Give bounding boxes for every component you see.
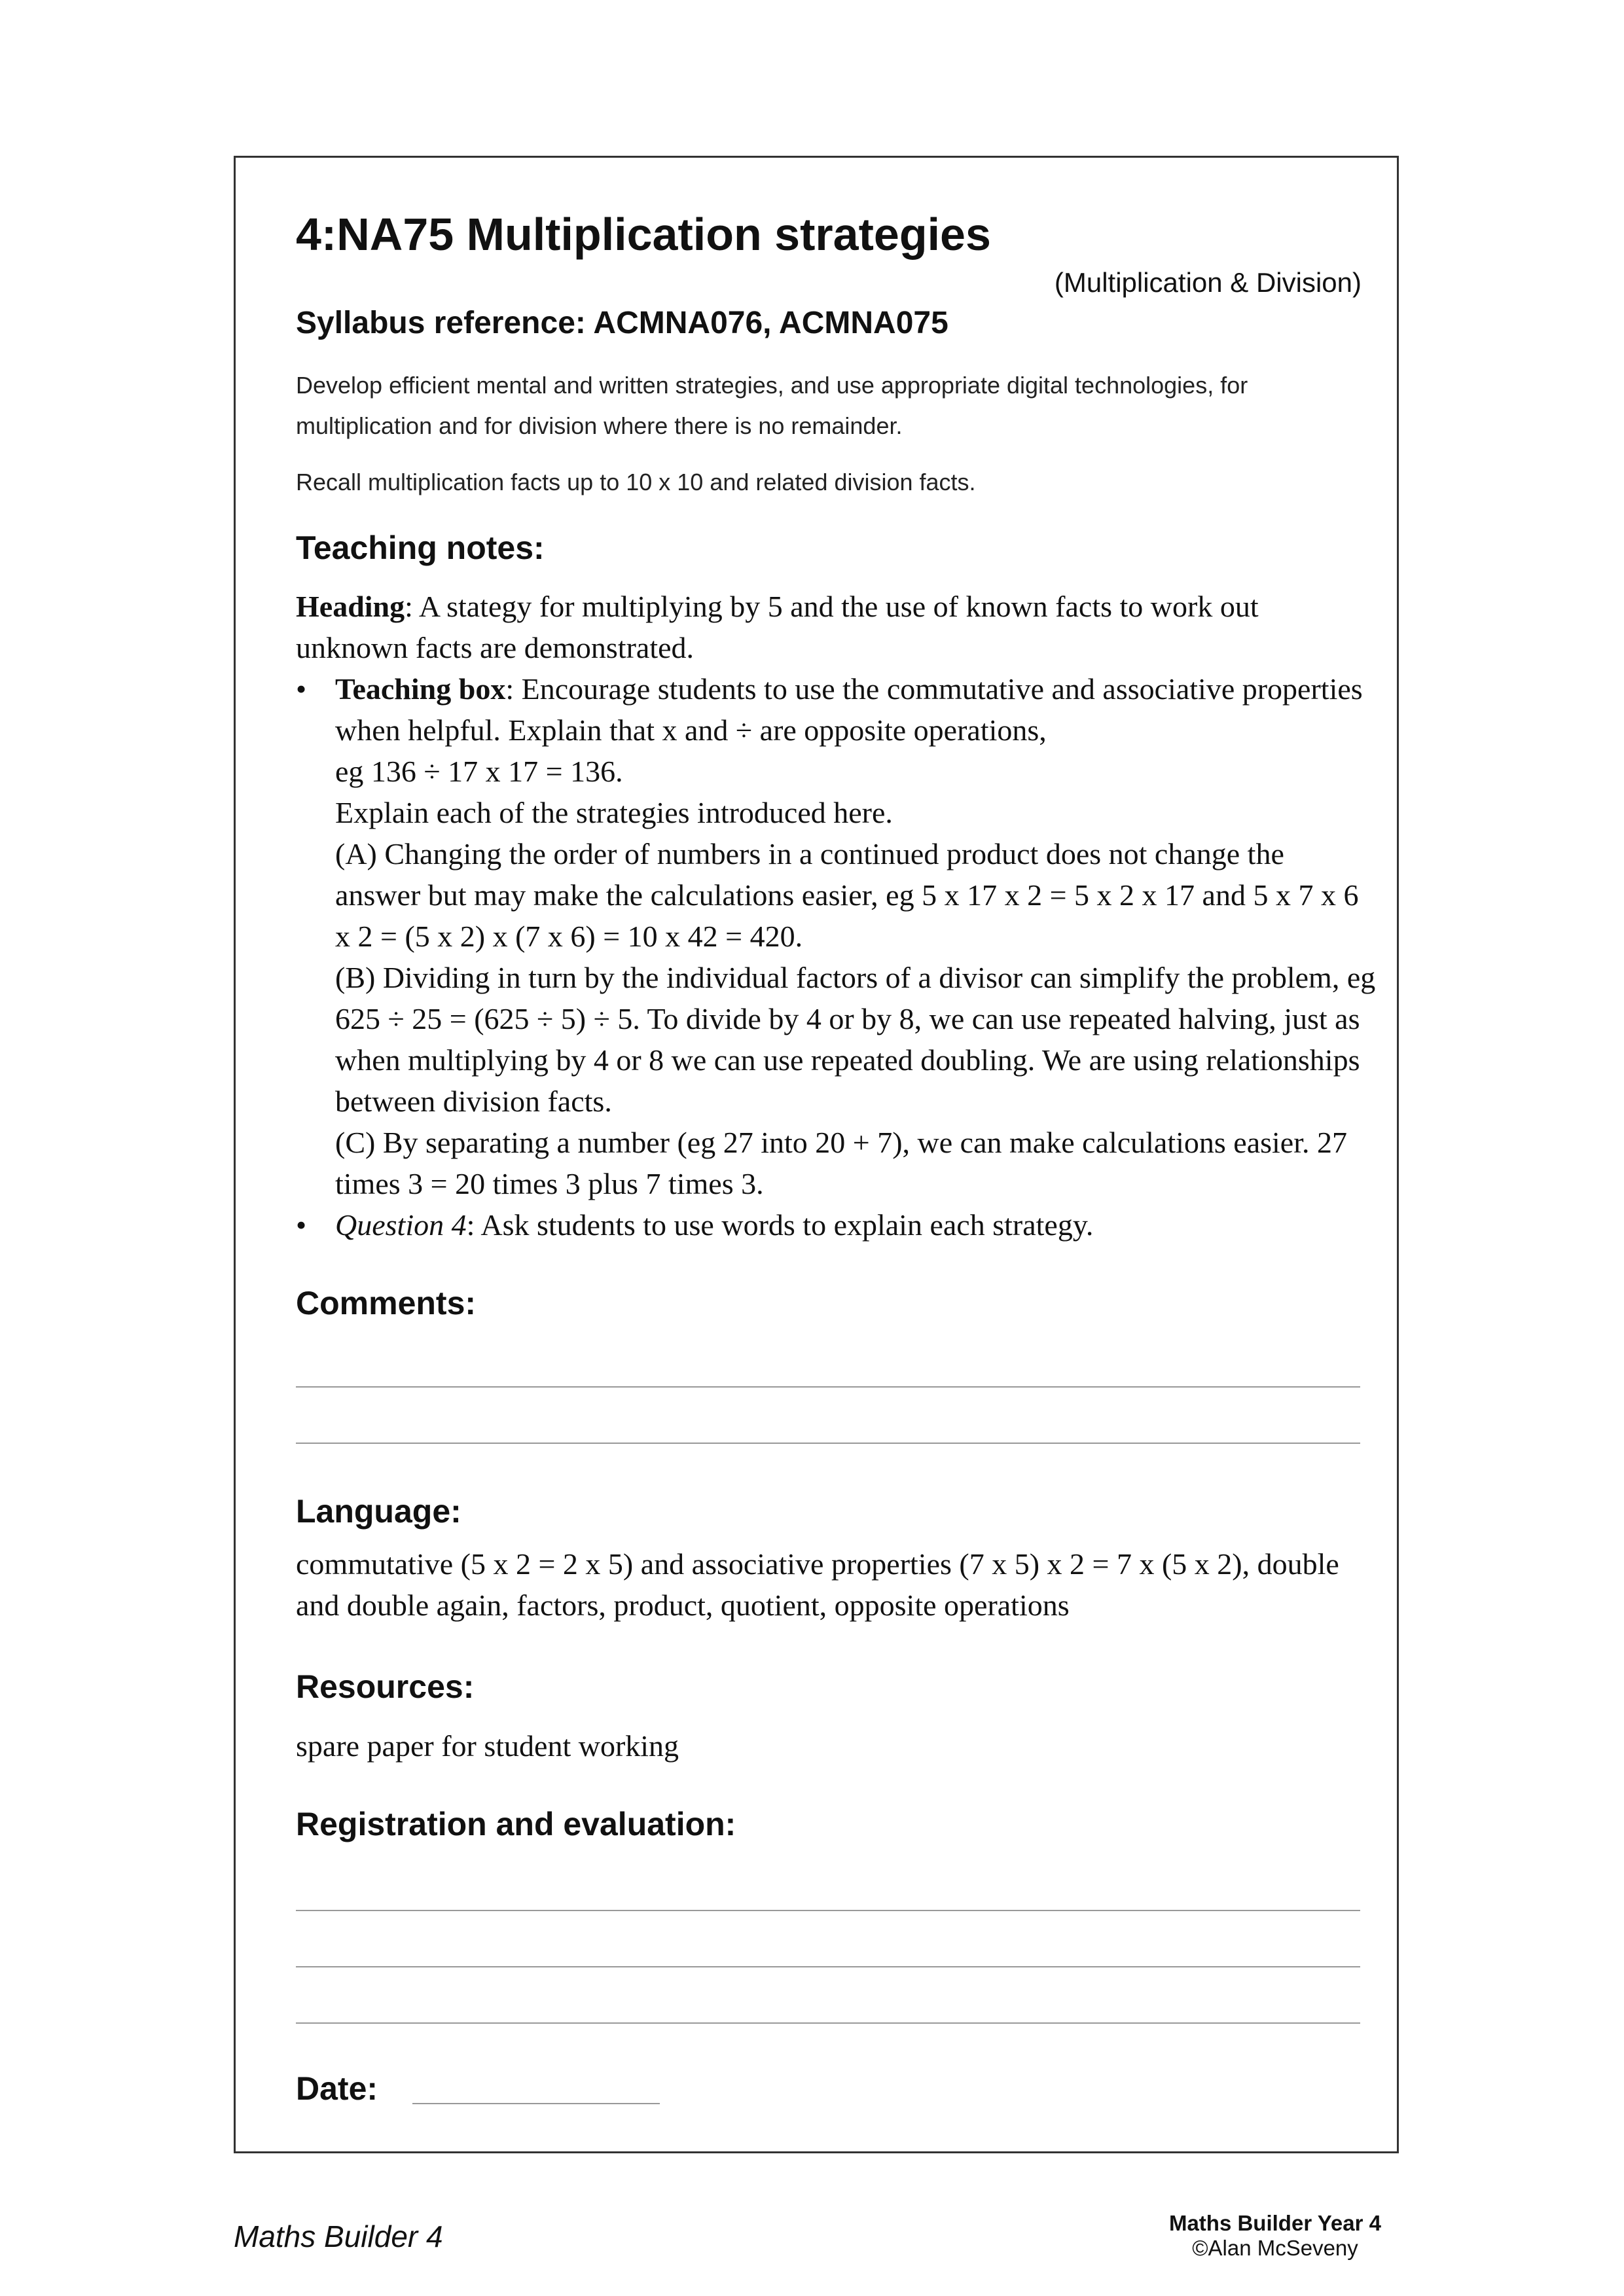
teaching-box-explain: Explain each of the strategies introduced here. xyxy=(335,796,893,829)
heading-note-text: : A stategy for multiplying by 5 and the use of known facts to work out unknown facts are demonstrated. xyxy=(296,590,1259,664)
strand-label: (Multiplication & Division) xyxy=(1054,267,1362,298)
strategy-b: (B) Dividing in turn by the individual factors of a divisor can simplify the problem, eg 625 ÷ 25 = (625 ÷ 5) ÷ 5. To divide by 4 or by 8, we can use repeated halving, just as when multiplying by 4 or 8 we can use repeated doubling. We are using relationships between division facts. xyxy=(335,961,1376,1118)
heading-note-label: Heading xyxy=(296,590,405,623)
language-text: commutative (5 x 2 = 2 x 5) and associative properties (7 x 5) x 2 = 7 x (5 x 2), double and double again, factors, product, quotient, opposite operations xyxy=(296,1547,1339,1622)
teaching-box-label: Teaching box xyxy=(335,672,506,706)
bullet: • xyxy=(296,672,307,706)
teaching-box-example: eg 136 ÷ 17 x 17 = 136. xyxy=(335,755,623,788)
bullet: • xyxy=(296,1208,307,1242)
footer-series: Maths Builder Year 4 xyxy=(1168,2211,1381,2235)
registration-line xyxy=(296,2022,1360,2024)
teaching-box-text: : Encourage students to use the commutative and associative properties when helpful. Explain that x and ÷ are opposite operations, xyxy=(335,672,1363,747)
date-line xyxy=(412,2103,660,2104)
teaching-notes-heading: Teaching notes: xyxy=(296,529,545,566)
outcome-recall: Recall multiplication facts up to 10 x 10 and related division facts. xyxy=(296,469,976,495)
teaching-box-note xyxy=(296,668,1376,1204)
syllabus-reference: Syllabus reference: ACMNA076, ACMNA075 xyxy=(296,306,948,340)
comments-line xyxy=(296,1443,1360,1444)
registration-line xyxy=(296,1966,1360,1967)
resources-text: spare paper for student working xyxy=(296,1729,679,1763)
comments-heading: Comments: xyxy=(296,1285,477,1321)
resources-heading: Resources: xyxy=(296,1668,475,1705)
question-4-note xyxy=(296,1204,1376,1246)
date-label: Date: xyxy=(296,2070,378,2107)
footer-copyright: ©Alan McSeveny xyxy=(1192,2236,1358,2260)
registration-heading: Registration and evaluation: xyxy=(296,1806,736,1842)
question-4-label: Question 4 xyxy=(335,1208,467,1242)
heading-note xyxy=(296,586,1376,668)
registration-line xyxy=(296,1910,1360,1911)
outcome-description: Develop efficient mental and written strategies, and use appropriate digital technologies, for multiplication and for division where there is no remainder. xyxy=(296,372,1248,439)
language-heading: Language: xyxy=(296,1493,461,1530)
teaching-notes-body xyxy=(296,586,1376,1246)
footer-credit xyxy=(1169,2211,1381,2261)
notes-list xyxy=(296,668,1376,1246)
strategy-a: (A) Changing the order of numbers in a continued product does not change the answer but may make the calculations easier, eg 5 x 17 x 2 = 5 x 2 x 17 and 5 x 7 x 6 x 2 = (5 x 2) x (7 x 6) = 10 x 42 = 420. xyxy=(335,837,1359,953)
question-4-text: : Ask students to use words to explain each strategy. xyxy=(466,1208,1094,1242)
comments-line xyxy=(296,1386,1360,1388)
footer-book-title: Maths Builder 4 xyxy=(234,2219,443,2253)
page-title: 4:NA75 Multiplication strategies xyxy=(296,209,991,260)
strategy-c: (C) By separating a number (eg 27 into 20 + 7), we can make calculations easier. 27 times 3 = 20 times 3 plus 7 times 3. xyxy=(335,1126,1348,1200)
